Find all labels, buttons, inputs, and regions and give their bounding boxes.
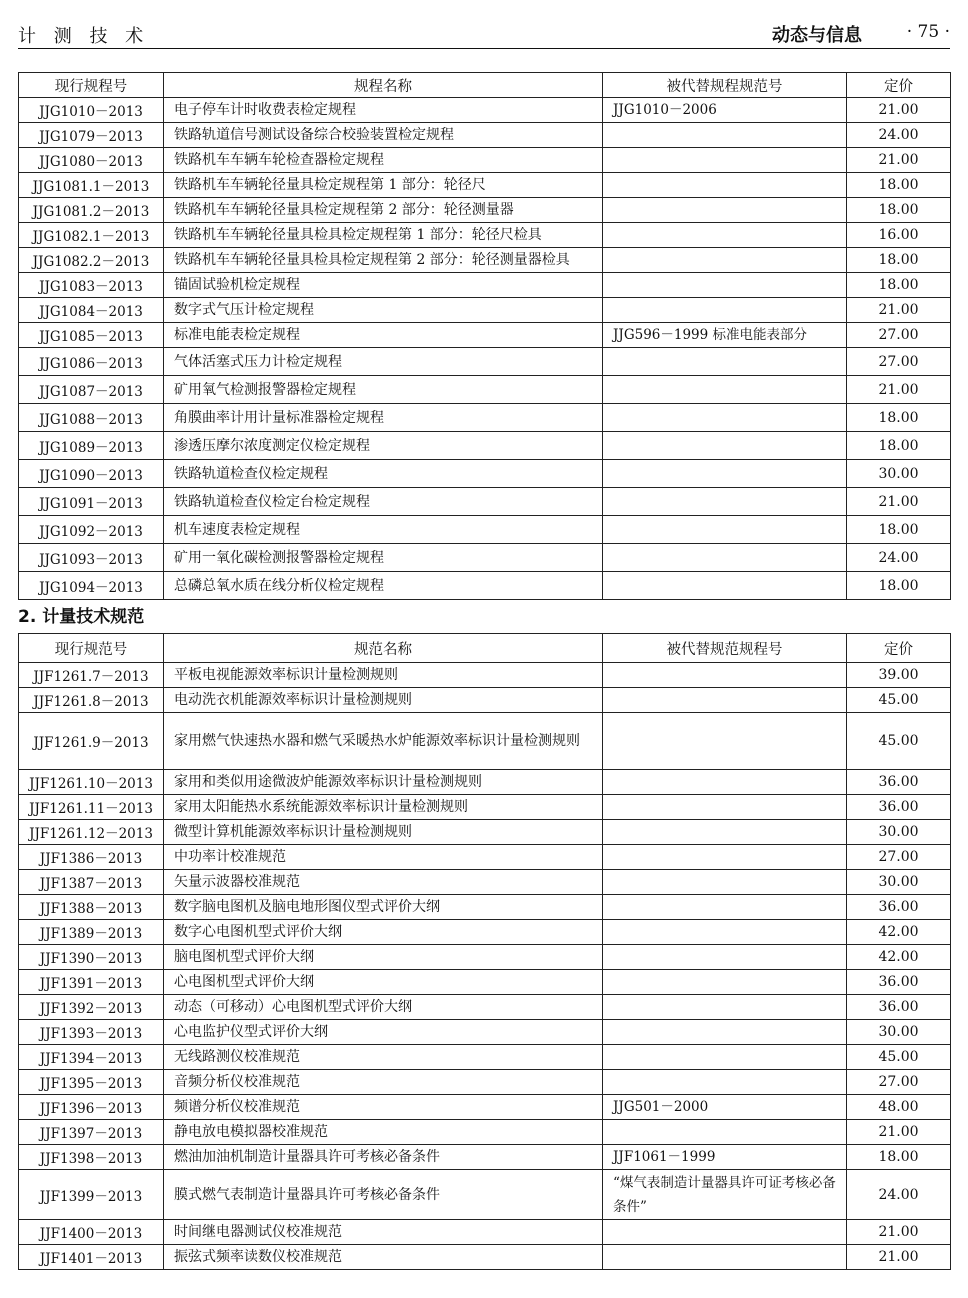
name-cell: 膜式燃气表制造计量器具许可考核必备条件 <box>164 1170 603 1220</box>
table-row <box>19 995 951 1020</box>
column-header-name: 规程名称 <box>164 73 603 98</box>
code-cell: JJG1088－2013 <box>19 404 164 432</box>
replaced-cell <box>603 845 847 870</box>
name-cell: 铁路机车车辆轮径量具检具检定规程第 2 部分：轮径测量器检具 <box>164 248 603 273</box>
column-header-replaced: 被代替规程规范号 <box>603 73 847 98</box>
price-cell: 21.00 <box>847 1220 951 1245</box>
code-cell: JJG1010－2013 <box>19 98 164 123</box>
table-row <box>19 123 951 148</box>
code-cell: JJF1394－2013 <box>19 1045 164 1070</box>
code-cell: JJG1081.2－2013 <box>19 198 164 223</box>
price-cell: 24.00 <box>847 1170 951 1220</box>
code-cell: JJF1395－2013 <box>19 1070 164 1095</box>
table-row <box>19 298 951 323</box>
price-cell: 36.00 <box>847 895 951 920</box>
column-header-replaced: 被代替规范规程号 <box>603 634 847 663</box>
name-cell: 标准电能表检定规程 <box>164 323 603 348</box>
name-cell: 数字脑电图机及脑电地形图仪型式评价大纲 <box>164 895 603 920</box>
page-number: · 75 · <box>906 22 950 42</box>
name-cell: 频谱分析仪校准规范 <box>164 1095 603 1120</box>
section-name: 动态与信息 <box>772 25 862 46</box>
code-cell: JJG1090－2013 <box>19 460 164 488</box>
name-cell: 家用和类似用途微波炉能源效率标识计量检测规则 <box>164 770 603 795</box>
replaced-cell <box>603 572 847 600</box>
price-cell: 45.00 <box>847 688 951 713</box>
code-cell: JJF1399－2013 <box>19 1170 164 1220</box>
table-row <box>19 248 951 273</box>
replaced-cell <box>603 148 847 173</box>
name-cell: 中功率计校准规范 <box>164 845 603 870</box>
code-cell: JJG1093－2013 <box>19 544 164 572</box>
code-cell: JJG1084－2013 <box>19 298 164 323</box>
name-cell: 铁路轨道信号测试设备综合校验装置检定规程 <box>164 123 603 148</box>
replaced-cell <box>603 663 847 688</box>
regulations-table <box>18 72 951 600</box>
price-cell: 42.00 <box>847 920 951 945</box>
price-cell: 21.00 <box>847 1120 951 1145</box>
name-cell: 渗透压摩尔浓度测定仪检定规程 <box>164 432 603 460</box>
table-row <box>19 98 951 123</box>
name-cell: 铁路机车车辆车轮检查器检定规程 <box>164 148 603 173</box>
column-header-price: 定价 <box>847 634 951 663</box>
table-header-row <box>19 634 951 663</box>
replaced-cell <box>603 1045 847 1070</box>
price-cell: 36.00 <box>847 770 951 795</box>
price-cell: 21.00 <box>847 148 951 173</box>
code-cell: JJF1397－2013 <box>19 1120 164 1145</box>
price-cell: 30.00 <box>847 870 951 895</box>
name-cell: 铁路机车车辆轮径量具检具检定规程第 1 部分：轮径尺检具 <box>164 223 603 248</box>
table-row <box>19 1045 951 1070</box>
code-cell: JJG1091－2013 <box>19 488 164 516</box>
price-cell: 18.00 <box>847 173 951 198</box>
code-cell: JJF1393－2013 <box>19 1020 164 1045</box>
price-cell: 18.00 <box>847 273 951 298</box>
code-cell: JJG1087－2013 <box>19 376 164 404</box>
code-cell: JJF1261.11－2013 <box>19 795 164 820</box>
table-row <box>19 688 951 713</box>
price-cell: 21.00 <box>847 1245 951 1270</box>
replaced-cell: JJG1010－2006 <box>603 98 847 123</box>
table-row <box>19 663 951 688</box>
code-cell: JJG1092－2013 <box>19 516 164 544</box>
name-cell: 无线路测仪校准规范 <box>164 1045 603 1070</box>
name-cell: 铁路机车车辆轮径量具检定规程第 2 部分：轮径测量器 <box>164 198 603 223</box>
replaced-cell <box>603 198 847 223</box>
price-cell: 21.00 <box>847 298 951 323</box>
price-cell: 30.00 <box>847 820 951 845</box>
price-cell: 36.00 <box>847 970 951 995</box>
table-row <box>19 488 951 516</box>
replaced-cell: “煤气表制造计量器具许可证考核必备条件” <box>603 1170 847 1220</box>
price-cell: 36.00 <box>847 795 951 820</box>
price-cell: 18.00 <box>847 516 951 544</box>
name-cell: 铁路机车车辆轮径量具检定规程第 1 部分：轮径尺 <box>164 173 603 198</box>
replaced-cell <box>603 795 847 820</box>
table-row <box>19 460 951 488</box>
name-cell: 音频分析仪校准规范 <box>164 1070 603 1095</box>
table-row <box>19 148 951 173</box>
journal-name: 计 测 技 术 <box>18 26 150 47</box>
table-row <box>19 1220 951 1245</box>
replaced-cell: JJF1061－1999 <box>603 1145 847 1170</box>
code-cell: JJG1094－2013 <box>19 572 164 600</box>
replaced-cell <box>603 920 847 945</box>
table-row <box>19 1145 951 1170</box>
name-cell: 机车速度表检定规程 <box>164 516 603 544</box>
replaced-cell <box>603 404 847 432</box>
price-cell: 18.00 <box>847 432 951 460</box>
code-cell: JJG1085－2013 <box>19 323 164 348</box>
price-cell: 18.00 <box>847 198 951 223</box>
price-cell: 36.00 <box>847 995 951 1020</box>
name-cell: 矢量示波器校准规范 <box>164 870 603 895</box>
code-cell: JJG1081.1－2013 <box>19 173 164 198</box>
name-cell: 锚固试验机检定规程 <box>164 273 603 298</box>
code-cell: JJF1391－2013 <box>19 970 164 995</box>
price-cell: 27.00 <box>847 348 951 376</box>
name-cell: 心电监护仪型式评价大纲 <box>164 1020 603 1045</box>
code-cell: JJF1261.9－2013 <box>19 713 164 770</box>
code-cell: JJF1261.12－2013 <box>19 820 164 845</box>
code-cell: JJG1079－2013 <box>19 123 164 148</box>
replaced-cell <box>603 516 847 544</box>
replaced-cell <box>603 970 847 995</box>
price-cell: 45.00 <box>847 1045 951 1070</box>
table-row <box>19 404 951 432</box>
code-cell: JJF1396－2013 <box>19 1095 164 1120</box>
price-cell: 24.00 <box>847 123 951 148</box>
code-cell: JJF1261.8－2013 <box>19 688 164 713</box>
replaced-cell <box>603 820 847 845</box>
name-cell: 心电图机型式评价大纲 <box>164 970 603 995</box>
replaced-cell <box>603 895 847 920</box>
column-header-price: 定价 <box>847 73 951 98</box>
name-cell: 气体活塞式压力计检定规程 <box>164 348 603 376</box>
name-cell: 平板电视能源效率标识计量检测规则 <box>164 663 603 688</box>
name-cell: 矿用氧气检测报警器检定规程 <box>164 376 603 404</box>
name-cell: 家用太阳能热水系统能源效率标识计量检测规则 <box>164 795 603 820</box>
table-row <box>19 1170 951 1220</box>
replaced-cell <box>603 544 847 572</box>
price-cell: 42.00 <box>847 945 951 970</box>
table-row <box>19 870 951 895</box>
name-cell: 数字式气压计检定规程 <box>164 298 603 323</box>
code-cell: JJF1398－2013 <box>19 1145 164 1170</box>
replaced-cell <box>603 870 847 895</box>
name-cell: 电子停车计时收费表检定规程 <box>164 98 603 123</box>
replaced-cell <box>603 488 847 516</box>
table-row <box>19 1245 951 1270</box>
name-cell: 燃油加油机制造计量器具许可考核必备条件 <box>164 1145 603 1170</box>
name-cell: 静电放电模拟器校准规范 <box>164 1120 603 1145</box>
code-cell: JJF1390－2013 <box>19 945 164 970</box>
table-row <box>19 713 951 770</box>
price-cell: 39.00 <box>847 663 951 688</box>
table-row <box>19 273 951 298</box>
table-row <box>19 970 951 995</box>
name-cell: 铁路轨道检查仪检定规程 <box>164 460 603 488</box>
table-row <box>19 544 951 572</box>
replaced-cell <box>603 1245 847 1270</box>
code-cell: JJF1261.10－2013 <box>19 770 164 795</box>
replaced-cell <box>603 995 847 1020</box>
price-cell: 24.00 <box>847 544 951 572</box>
name-cell: 电动洗衣机能源效率标识计量检测规则 <box>164 688 603 713</box>
replaced-cell: JJG596－1999 标准电能表部分 <box>603 323 847 348</box>
replaced-cell <box>603 348 847 376</box>
price-cell: 27.00 <box>847 323 951 348</box>
replaced-cell <box>603 248 847 273</box>
price-cell: 30.00 <box>847 460 951 488</box>
replaced-cell <box>603 1020 847 1045</box>
name-cell: 微型计算机能源效率标识计量检测规则 <box>164 820 603 845</box>
replaced-cell <box>603 688 847 713</box>
replaced-cell <box>603 432 847 460</box>
table-row <box>19 1070 951 1095</box>
replaced-cell <box>603 1220 847 1245</box>
table-row <box>19 945 951 970</box>
price-cell: 27.00 <box>847 845 951 870</box>
table-row <box>19 516 951 544</box>
replaced-cell <box>603 298 847 323</box>
table-row <box>19 820 951 845</box>
replaced-cell <box>603 460 847 488</box>
price-cell: 27.00 <box>847 1070 951 1095</box>
replaced-cell <box>603 1070 847 1095</box>
name-cell: 铁路轨道检查仪检定台检定规程 <box>164 488 603 516</box>
replaced-cell <box>603 770 847 795</box>
replaced-cell <box>603 713 847 770</box>
price-cell: 18.00 <box>847 248 951 273</box>
replaced-cell <box>603 173 847 198</box>
price-cell: 18.00 <box>847 572 951 600</box>
name-cell: 振弦式频率读数仪校准规范 <box>164 1245 603 1270</box>
table-row <box>19 795 951 820</box>
price-cell: 18.00 <box>847 404 951 432</box>
column-header-name: 规范名称 <box>164 634 603 663</box>
replaced-cell <box>603 376 847 404</box>
code-cell: JJG1082.2－2013 <box>19 248 164 273</box>
name-cell: 矿用一氧化碳检测报警器检定规程 <box>164 544 603 572</box>
table-row <box>19 223 951 248</box>
page-header <box>18 20 950 48</box>
code-cell: JJF1388－2013 <box>19 895 164 920</box>
price-cell: 21.00 <box>847 488 951 516</box>
replaced-cell <box>603 273 847 298</box>
code-cell: JJF1386－2013 <box>19 845 164 870</box>
column-header-code: 现行规程号 <box>19 73 164 98</box>
table-row <box>19 770 951 795</box>
price-cell: 30.00 <box>847 1020 951 1045</box>
table-row <box>19 1095 951 1120</box>
table-row <box>19 572 951 600</box>
price-cell: 45.00 <box>847 713 951 770</box>
table-row <box>19 323 951 348</box>
replaced-cell <box>603 123 847 148</box>
name-cell: 动态（可移动）心电图机型式评价大纲 <box>164 995 603 1020</box>
table-header-row <box>19 73 951 98</box>
replaced-cell: JJG501－2000 <box>603 1095 847 1120</box>
price-cell: 48.00 <box>847 1095 951 1120</box>
table-row <box>19 895 951 920</box>
price-cell: 18.00 <box>847 1145 951 1170</box>
table-row <box>19 432 951 460</box>
code-cell: JJF1387－2013 <box>19 870 164 895</box>
price-cell: 21.00 <box>847 98 951 123</box>
table-row <box>19 1120 951 1145</box>
name-cell: 角膜曲率计用计量标准器检定规程 <box>164 404 603 432</box>
code-cell: JJF1392－2013 <box>19 995 164 1020</box>
name-cell: 脑电图机型式评价大纲 <box>164 945 603 970</box>
code-cell: JJG1083－2013 <box>19 273 164 298</box>
section-2-title: 2. 计量技术规范 <box>18 607 145 627</box>
table-row <box>19 173 951 198</box>
table-row <box>19 920 951 945</box>
code-cell: JJG1080－2013 <box>19 148 164 173</box>
table-row <box>19 376 951 404</box>
replaced-cell <box>603 945 847 970</box>
code-cell: JJG1089－2013 <box>19 432 164 460</box>
name-cell: 总磷总氧水质在线分析仪检定规程 <box>164 572 603 600</box>
price-cell: 21.00 <box>847 376 951 404</box>
name-cell: 家用燃气快速热水器和燃气采暖热水炉能源效率标识计量检测规则 <box>164 713 603 770</box>
replaced-cell <box>603 223 847 248</box>
name-cell: 数字心电图机型式评价大纲 <box>164 920 603 945</box>
code-cell: JJF1261.7－2013 <box>19 663 164 688</box>
table-row <box>19 845 951 870</box>
table-row <box>19 1020 951 1045</box>
code-cell: JJG1086－2013 <box>19 348 164 376</box>
table-row <box>19 348 951 376</box>
table-row <box>19 198 951 223</box>
name-cell: 时间继电器测试仪校准规范 <box>164 1220 603 1245</box>
specifications-table <box>18 633 951 1270</box>
header-rule <box>18 48 950 49</box>
code-cell: JJF1400－2013 <box>19 1220 164 1245</box>
code-cell: JJF1389－2013 <box>19 920 164 945</box>
code-cell: JJF1401－2013 <box>19 1245 164 1270</box>
code-cell: JJG1082.1－2013 <box>19 223 164 248</box>
replaced-cell <box>603 1120 847 1145</box>
column-header-code: 现行规范号 <box>19 634 164 663</box>
price-cell: 16.00 <box>847 223 951 248</box>
